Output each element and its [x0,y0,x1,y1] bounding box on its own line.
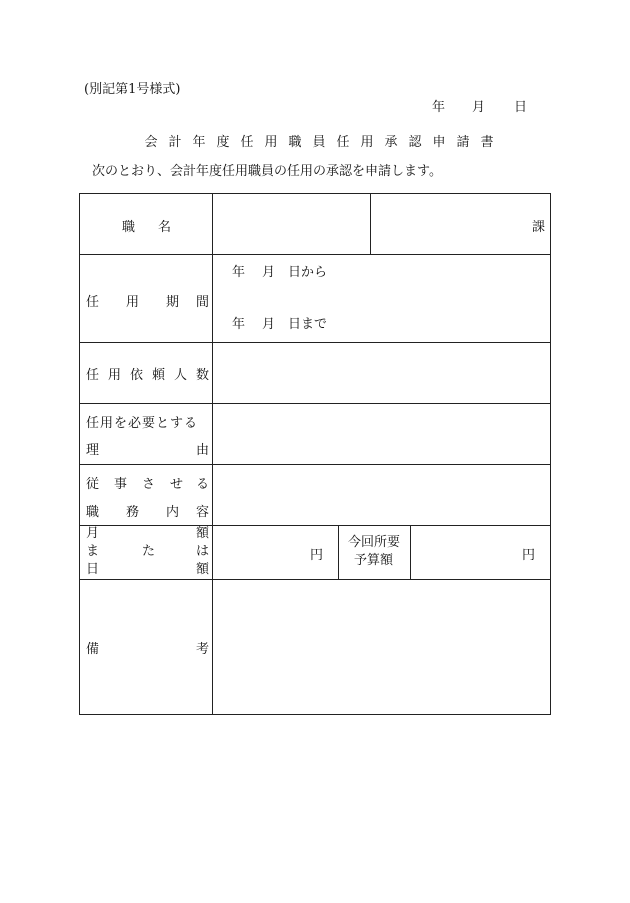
job-title-divider [370,194,371,254]
amount-label-char: 日 [86,562,100,577]
title-char: 計 [168,135,182,150]
duties-label-char: 事 [114,477,128,492]
title-char: 度 [216,135,230,150]
amount-label-char: 額 [196,562,210,577]
duties-label-char: 従 [86,477,100,492]
title-char: 員 [312,135,326,150]
period-from-day: 日から [288,265,328,280]
date-day-label: 日 [514,100,528,115]
headcount-label-char: 任 [86,368,100,383]
application-table [79,193,551,715]
amount-yen-unit: 円 [310,548,324,563]
row-divider [80,464,550,465]
headcount-label-char: 依 [130,368,144,383]
row-divider [80,254,550,255]
budget-divider [410,525,411,579]
period-from-month: 月 [262,265,276,280]
label-column-divider [212,194,213,714]
period-from-year: 年 [232,265,246,280]
reason-label-char-a: 理 [86,443,100,458]
title-char: 申 [432,135,446,150]
remarks-label-1: 備 [86,642,100,657]
headcount-label-char: 用 [108,368,122,383]
title-char: 任 [336,135,350,150]
remarks-label-2: 考 [196,642,210,657]
date-year-label: 年 [432,100,446,115]
job-title-label-2: 名 [158,220,172,235]
amount-label-char: ま [86,544,100,559]
budget-yen-unit: 円 [522,548,536,563]
title-char: 会 [144,135,158,150]
title-char: 認 [408,135,422,150]
duties-label-char: 容 [196,505,210,520]
section-unit-label: 課 [532,220,546,235]
duties-label-char: せ [170,477,184,492]
form-number-label: (別記第1号様式) [84,82,181,97]
title-char: 承 [384,135,398,150]
title-char: 請 [456,135,470,150]
period-label-char: 任 [86,295,100,310]
period-label-char: 用 [126,295,140,310]
title-char: 年 [192,135,206,150]
duties-label-char: 職 [86,505,100,520]
intro-text: 次のとおり、会計年度任用職員の任用の承認を申請します。 [92,164,442,179]
date-month-label: 月 [472,100,486,115]
headcount-label-char: 数 [196,368,210,383]
headcount-label-char: 頼 [152,368,166,383]
amount-label-char: 額 [196,526,210,541]
headcount-label-char: 人 [174,368,188,383]
budget-label-line2: 予算額 [354,553,394,568]
period-label-char: 期 [166,295,180,310]
document-title [0,131,630,150]
period-label-char: 間 [196,295,210,310]
title-char: 書 [480,135,494,150]
duties-label-char: る [196,477,210,492]
title-char: 用 [360,135,374,150]
duties-label-char: さ [142,477,156,492]
row-divider [80,579,550,580]
amount-label-char: 月 [86,526,100,541]
row-divider [80,525,550,526]
row-divider [80,403,550,404]
row-divider [80,342,550,343]
period-to-day: 日まで [288,317,328,332]
reason-label-line1: 任用を必要とする [86,416,199,431]
reason-label-char-b: 由 [196,443,210,458]
title-char: 職 [288,135,302,150]
duties-label-char: 内 [166,505,180,520]
amount-divider [338,525,339,579]
amount-label-char: た [142,544,156,559]
duties-label-char: 務 [126,505,140,520]
budget-label-line1: 今回所要 [348,535,401,550]
period-to-month: 月 [262,317,276,332]
job-title-label-1: 職 [122,220,136,235]
period-to-year: 年 [232,317,246,332]
title-char: 任 [240,135,254,150]
title-char: 用 [264,135,278,150]
amount-label-char: は [196,544,210,559]
